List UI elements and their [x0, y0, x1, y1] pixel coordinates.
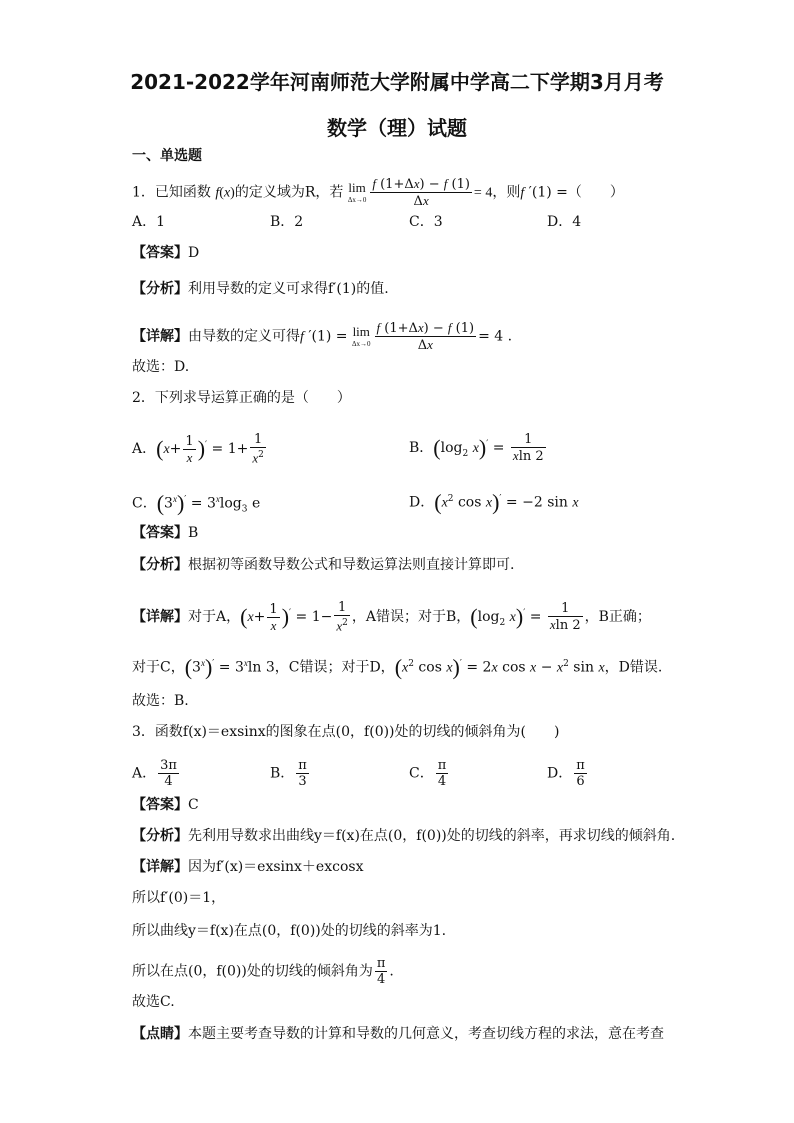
q3-option-d: D． $\frac{\pi}{6}$	[547, 758, 585, 789]
q1-limit: lim Δx→0	[347, 179, 367, 204]
q1-option-b: B．2	[270, 214, 304, 230]
q3-option-b: B． $\frac{\pi}{3}$	[270, 758, 307, 789]
q1-option-c: C．3	[409, 214, 443, 230]
q1-text-a: 已知函数	[154, 184, 211, 201]
q2-answer: 【答案】B	[132, 525, 199, 541]
q1-number: 1．	[132, 184, 155, 201]
q1-answer: 【答案】D	[132, 245, 200, 261]
q2-stem: 2．下列求导运算正确的是（ ）	[132, 390, 351, 406]
q3-option-c: C． $\frac{\pi}{4}$	[409, 758, 447, 789]
q1-stem: 1．已知函数 f(x)的定义域为R，若 lim Δx→0 $\frac{f (1+\Delta x) - f (1)}{\Delta x}$ = 4，则f ′(1) =（ ）	[132, 176, 624, 209]
q2-analysis: 【分析】根据初等函数导数公式和导数运算法则直接计算即可.	[132, 557, 515, 573]
q2-option-b: B．($\log_2$ x)′ = $\frac{1}{xln 2}$	[409, 432, 544, 464]
q2-option-c: C．$(3^x)' = 3^x\log_3$ e	[132, 490, 261, 516]
q3-line2: 所以曲线y＝f(x)在点(0，f(0))处的切线的斜率为1.	[132, 923, 447, 939]
q1-option-d: D．4	[547, 214, 582, 230]
q1-text-d: (1) =（ ）	[531, 184, 624, 201]
page-subtitle: 数学（理）试题	[327, 116, 467, 140]
q3-line1: 所以f′(0)＝1，	[132, 890, 226, 906]
q2-detail-ab: 【详解】对于A，(x+ $\frac{1}{x}$ )′ = 1− $\frac{1}{x^2}$ ，A错误；对于B，($\log_2$ x)′ = $\frac{1}{xln 2}$ ，B正确；	[132, 600, 651, 634]
q3-option-a: A． $\frac{3\pi}{4}$	[132, 758, 177, 789]
q1-option-a: A．1	[132, 214, 166, 230]
q3-detail: 【详解】因为f′(x)＝exsinx＋excosx	[132, 859, 364, 875]
q1-text-b: 的定义域为R，若	[234, 184, 344, 201]
page-title: 2021-2022学年河南师范大学附属中学高二下学期3月月考	[130, 70, 664, 94]
q3-stem: 3．函数f(x)＝exsinx的图象在点(0，f(0))处的切线的倾斜角为( )	[132, 724, 560, 740]
q1-detail: 【详解】由导数的定义可得f ′(1) = lim Δx→0 $\frac{f (1+\Delta x) - f (1)}{\Delta x}$ = 4 .	[132, 320, 513, 353]
q2-detail-cd: 对于C，$(3^x)' = 3^x\ln$ 3，C错误；对于D，($x^2$ cos x)′ = 2x $\cos x - x^2$ sin x，D错误.	[132, 654, 663, 680]
q3-analysis: 【分析】先利用导数求出曲线y＝f(x)在点(0，f(0))处的切线的斜率，再求切线的倾斜角.	[132, 828, 676, 844]
q1-fraction: $\frac{f (1+\Delta x) - f (1)}{\Delta x}$	[372, 176, 470, 209]
q3-line3: 所以在点(0，f(0))处的切线的倾斜角为 $\frac{\pi}{4}$ .	[132, 956, 394, 987]
q1-conclusion: 故选：D.	[132, 359, 190, 375]
section-heading: 一、单选题	[132, 148, 202, 164]
q2-conclusion: 故选：B.	[132, 693, 189, 709]
q2-option-a: A．(x+ $\frac{1}{x}$ )′ = 1+ $\frac{1}{x^2}$	[132, 432, 264, 466]
q3-answer: 【答案】C	[132, 797, 199, 813]
q1-text-c: ，则	[492, 184, 521, 201]
q1-fx: f	[215, 185, 220, 201]
q3-conclusion: 故选C.	[132, 994, 175, 1010]
q3-comment: 【点睛】本题主要考查导数的计算和导数的几何意义，考查切线方程的求法，意在考查	[132, 1026, 664, 1042]
q2-option-d: D．($x^2$ cos x)′ = −2 sin x	[409, 489, 579, 515]
q1-analysis: 【分析】利用导数的定义可求得f′(1)的值.	[132, 281, 389, 297]
